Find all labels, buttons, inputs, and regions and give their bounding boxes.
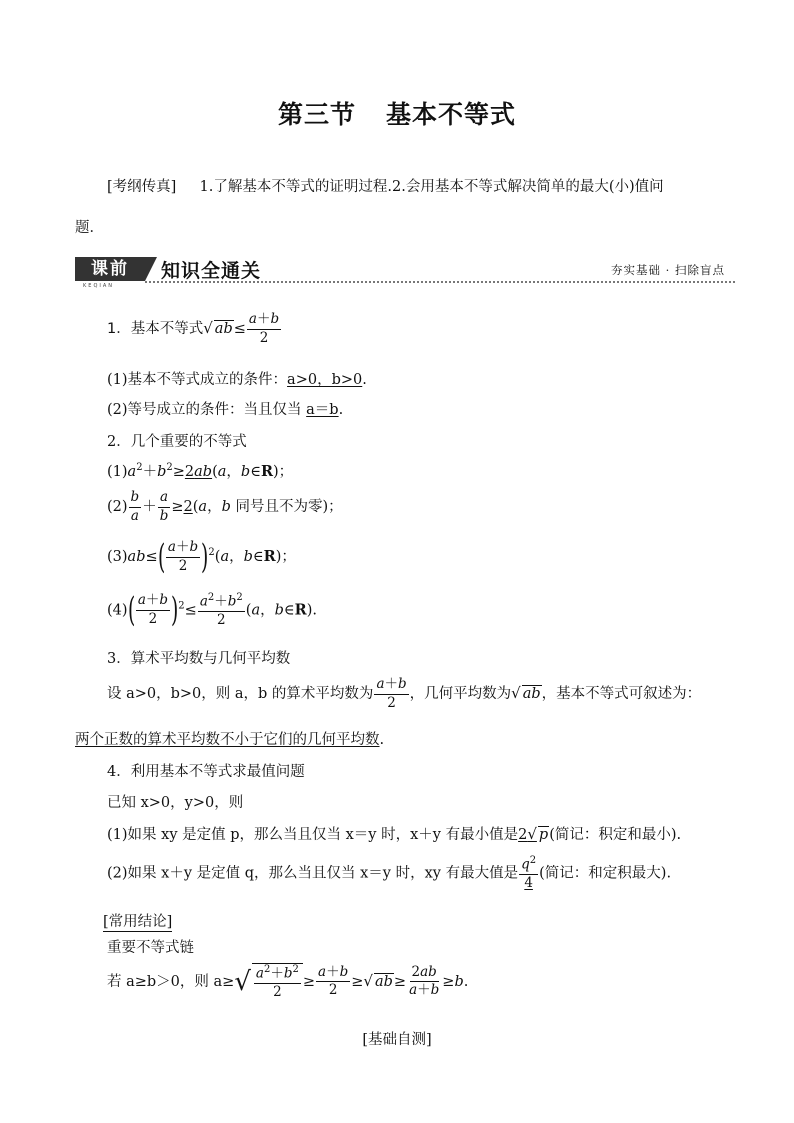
banner-sub: KEQIAN <box>83 283 115 289</box>
banner-title: 知识全通关 <box>161 260 262 282</box>
footer-label: [基础自测] <box>362 1032 432 1048</box>
ineq-2: (2) $\frac{b}{a}$ ＋ $\frac{a}{b}$ ≥2(a，b 同号且不为零)； <box>107 489 343 524</box>
banner-divider <box>145 281 735 283</box>
s3-heading: 3．算术平均数与几何平均数 <box>107 651 291 667</box>
syllabus-label: [考纲传真] <box>107 179 177 195</box>
syllabus-text: 1.了解基本不等式的证明过程.2.会用基本不等式解决简单的最大(小)值问 <box>199 179 664 195</box>
s1-condition-2: (2)等号成立的条件：当且仅当 a＝b. <box>107 402 344 418</box>
banner-slogan: 夯实基础 · 扫除盲点 <box>611 263 725 277</box>
s1-heading: 1．基本不等式√ ab≤ $\frac{a+b}{2}$ <box>107 311 280 346</box>
ineq-1: $(1)a^2+b^2\ge 2ab(a$，b∈R)； <box>107 462 294 480</box>
ineq-3: (3)ab≤( $\frac{a+b}{2}$ )$^2$(a，b∈R)； <box>107 537 296 578</box>
s2-heading: 2．几个重要的不等式 <box>107 434 247 450</box>
s4-heading: 4．利用基本不等式求最值问题 <box>107 764 305 780</box>
s4-point-2: (2)如果 x＋y 是定值 q，那么当且仅当 x＝y 时，xy 有最大值是 $\frac{q^2}{4}$ (简记：和定积最大). <box>107 855 672 892</box>
banner-tag: 课前 <box>75 257 145 281</box>
ineq-4: (4)( $\frac{a+b}{2}$ )$^2$≤ $\frac{a^2+b^2}{2}$ (a，b∈R). <box>107 590 317 631</box>
syllabus-line <box>107 175 664 196</box>
s1-cond1-answer: a>0，b>0 <box>287 372 363 388</box>
page-title: 第三节 基本不等式 <box>277 100 517 129</box>
common-label: [常用结论] <box>103 910 172 932</box>
s4-given: 已知 x>0，y>0，则 <box>107 795 244 811</box>
s3-line1: 设 a>0，b>0，则 a，b 的算术平均数为 $\frac{a+b}{2}$ ，几何平均数为√ ab，基本不等式可叙述为： <box>107 676 702 711</box>
s3-line2: 两个正数的算术平均数不小于它们的几何平均数. <box>75 732 385 748</box>
common-head: 重要不等式链 <box>107 940 194 956</box>
syllabus-cont: 题． <box>75 220 104 236</box>
section-banner <box>75 255 735 287</box>
s1-condition-1: (1)基本不等式成立的条件：a>0，b>0. <box>107 372 367 388</box>
common-chain: 若 a≥b＞0，则 a≥√ $\frac{a^2+b^2}{2}$ ≥ $\frac{a+b}{2}$ ≥√ ab≥ $\frac{2ab}{a+b}$ ≥b. <box>107 963 469 1001</box>
s1-cond2-answer: a＝b <box>306 402 339 418</box>
s4-point-1: (1)如果 xy 是定值 p，那么当且仅当 x＝y 时，x＋y 有最小值是2√ p(简记：积定和最小). <box>107 825 682 843</box>
